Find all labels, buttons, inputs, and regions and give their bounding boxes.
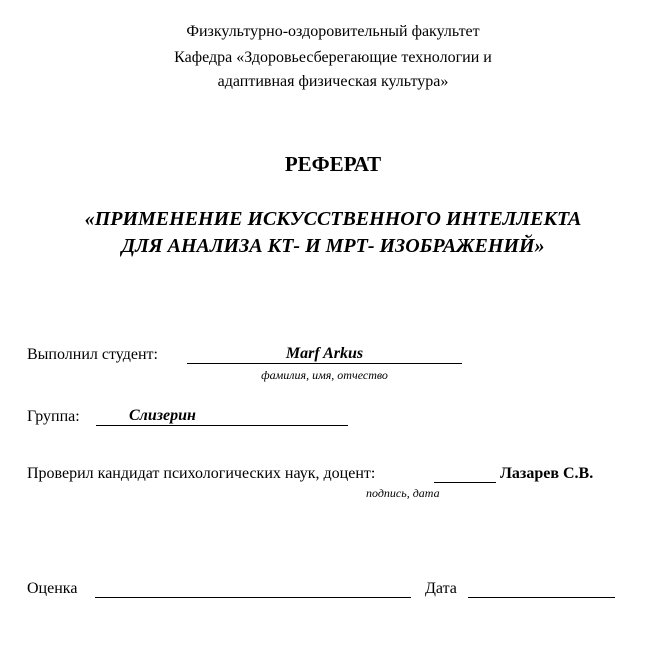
- document-type-title: РЕФЕРАТ: [284, 152, 382, 176]
- department-name-line2: адаптивная физическая культура»: [217, 73, 449, 90]
- grade-underline: [95, 597, 411, 598]
- topic-line2: ДЛЯ АНАЛИЗА КТ- И МРТ- ИЗОБРАЖЕНИЙ»: [121, 235, 545, 257]
- signature-underline: [434, 482, 496, 483]
- group-label: Группа:: [27, 408, 80, 425]
- department-name-line1: Кафедра «Здоровьесберегающие технологии и: [174, 49, 492, 66]
- student-hint: фамилия, имя, отчество: [261, 368, 388, 382]
- grade-label: Оценка: [27, 580, 78, 597]
- topic-line1: «ПРИМЕНЕНИЕ ИСКУССТВЕННОГО ИНТЕЛЛЕКТА: [84, 208, 582, 230]
- reviewer-label: Проверил кандидат психологических наук, доцент:: [27, 465, 376, 482]
- student-label: Выполнил студент:: [27, 346, 158, 363]
- date-label: Дата: [425, 580, 457, 597]
- date-underline: [468, 597, 615, 598]
- student-name: Marf Arkus: [285, 345, 364, 362]
- faculty-name: Физкультурно-оздоровительный факультет: [186, 23, 480, 40]
- group-name: Слизерин: [129, 407, 196, 424]
- reviewer-name: Лазарев С.В.: [500, 465, 594, 482]
- signature-hint: подпись, дата: [366, 486, 440, 500]
